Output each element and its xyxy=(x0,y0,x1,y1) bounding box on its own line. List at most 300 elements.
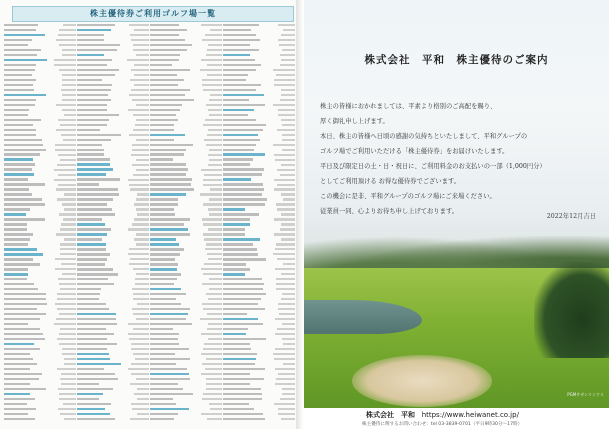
list-row xyxy=(4,133,76,137)
course-name-line xyxy=(223,408,254,410)
list-row xyxy=(4,93,76,97)
course-tel-line xyxy=(57,338,76,340)
list-row xyxy=(77,33,149,37)
course-name-line xyxy=(77,178,120,180)
list-row xyxy=(150,163,222,167)
course-tel-line xyxy=(129,248,149,250)
course-name-line xyxy=(77,223,105,225)
course-tel-line xyxy=(58,119,76,121)
course-tel-line xyxy=(137,213,149,215)
list-row xyxy=(223,138,295,142)
page-fold xyxy=(296,0,304,429)
course-tel-line xyxy=(206,144,222,146)
list-row xyxy=(77,392,149,396)
course-tel-line xyxy=(55,303,76,305)
course-name-line xyxy=(150,378,190,380)
course-name-line xyxy=(150,163,186,165)
course-tel-line xyxy=(136,318,149,320)
course-name-line xyxy=(77,44,120,46)
course-name-line xyxy=(223,59,255,61)
course-name-line xyxy=(77,238,102,240)
course-name-line xyxy=(4,413,28,415)
course-tel-line xyxy=(206,293,222,295)
course-name-line xyxy=(223,378,264,380)
list-row xyxy=(150,272,222,276)
list-row xyxy=(4,63,76,67)
list-row xyxy=(4,352,76,356)
course-tel-line xyxy=(55,258,76,260)
list-row xyxy=(150,332,222,336)
course-name-line xyxy=(223,144,256,146)
course-name-line xyxy=(4,418,35,420)
course-tel-line xyxy=(274,179,295,181)
course-tel-line xyxy=(283,29,295,31)
course-name-line xyxy=(223,313,247,315)
list-row xyxy=(223,397,295,401)
course-tel-line xyxy=(273,69,295,71)
course-tel-line xyxy=(207,74,222,76)
course-name-line xyxy=(4,193,32,195)
course-name-line xyxy=(150,403,176,405)
course-tel-line xyxy=(58,278,76,280)
course-name-line xyxy=(4,243,28,245)
list-row xyxy=(77,178,149,182)
course-tel-line xyxy=(277,169,295,171)
course-name-line xyxy=(223,358,256,360)
course-tel-line xyxy=(201,353,222,355)
course-tel-line xyxy=(273,353,295,355)
course-name-line xyxy=(223,248,257,250)
course-name-line xyxy=(77,303,106,305)
course-name-line xyxy=(223,343,250,345)
list-row xyxy=(4,158,76,162)
course-tel-line xyxy=(60,328,76,330)
list-row xyxy=(4,307,76,311)
course-name-line xyxy=(4,84,33,86)
course-name-line xyxy=(223,149,254,151)
course-name-line xyxy=(223,333,246,335)
course-name-line xyxy=(77,158,110,160)
trees-image xyxy=(534,262,609,358)
list-row xyxy=(223,407,295,411)
list-row xyxy=(77,387,149,391)
course-name-line xyxy=(223,109,254,111)
course-tel-line xyxy=(281,94,295,96)
course-tel-line xyxy=(55,144,76,146)
list-row xyxy=(77,222,149,226)
list-row xyxy=(77,302,149,306)
course-tel-line xyxy=(209,149,222,151)
list-row xyxy=(223,267,295,271)
course-tel-line xyxy=(276,278,295,280)
course-tel-line xyxy=(209,213,222,215)
course-name-line xyxy=(150,124,174,126)
course-name-line xyxy=(77,129,100,131)
course-tel-line xyxy=(136,208,149,210)
course-tel-line xyxy=(282,49,295,51)
course-name-line xyxy=(223,308,265,310)
course-tel-line xyxy=(202,303,222,305)
course-name-line xyxy=(77,149,104,151)
list-row xyxy=(223,337,295,341)
list-row xyxy=(150,342,222,346)
course-tel-line xyxy=(210,408,222,410)
list-row xyxy=(223,342,295,346)
course-tel-line xyxy=(58,34,76,36)
course-tel-line xyxy=(281,238,295,240)
course-name-line xyxy=(150,144,193,146)
list-row xyxy=(150,372,222,376)
course-name-line xyxy=(223,398,262,400)
course-tel-line xyxy=(63,139,76,141)
list-row xyxy=(150,133,222,137)
course-name-line xyxy=(77,243,106,245)
course-name-line xyxy=(4,183,45,185)
course-tel-line xyxy=(207,49,222,51)
course-tel-line xyxy=(137,303,149,305)
course-name-line xyxy=(150,353,175,355)
list-row xyxy=(77,407,149,411)
course-name-line xyxy=(150,348,189,350)
course-name-line xyxy=(223,363,255,365)
course-name-line xyxy=(150,238,176,240)
course-name-line xyxy=(4,268,28,270)
course-name-line xyxy=(4,323,28,325)
course-tel-line xyxy=(55,149,76,151)
list-row xyxy=(150,38,222,42)
course-tel-line xyxy=(204,139,222,141)
course-tel-line xyxy=(279,313,295,315)
list-row xyxy=(223,252,295,256)
list-row xyxy=(150,173,222,177)
course-name-line xyxy=(150,373,189,375)
course-tel-line xyxy=(204,238,222,240)
course-name-line xyxy=(223,243,253,245)
list-row xyxy=(77,297,149,301)
course-name-line xyxy=(150,398,173,400)
course-tel-line xyxy=(134,29,149,31)
list-row xyxy=(223,173,295,177)
course-name-line xyxy=(150,328,173,330)
list-row xyxy=(150,367,222,371)
list-column-2 xyxy=(77,23,149,423)
list-row xyxy=(77,417,149,421)
list-row xyxy=(150,88,222,92)
course-tel-line xyxy=(282,124,295,126)
course-tel-line xyxy=(208,298,222,300)
course-tel-line xyxy=(62,348,76,350)
list-row xyxy=(77,163,149,167)
list-row xyxy=(4,362,76,366)
course-name-line xyxy=(150,368,187,370)
list-row xyxy=(223,23,295,27)
course-name-line xyxy=(223,69,256,71)
course-name-line xyxy=(4,343,34,345)
course-name-line xyxy=(150,134,185,136)
footer xyxy=(304,408,609,429)
list-row xyxy=(223,242,295,246)
course-name-line xyxy=(150,358,190,360)
course-tel-line xyxy=(203,89,222,91)
list-row xyxy=(77,93,149,97)
course-name-line xyxy=(4,333,43,335)
course-tel-line xyxy=(132,308,149,310)
course-tel-line xyxy=(281,213,295,215)
course-tel-line xyxy=(210,29,222,31)
list-row xyxy=(150,207,222,211)
course-name-line xyxy=(4,134,36,136)
list-row xyxy=(4,337,76,341)
course-tel-line xyxy=(60,413,76,415)
list-row xyxy=(4,357,76,361)
course-name-line xyxy=(4,34,45,36)
course-tel-line xyxy=(275,159,295,161)
photo-credit: PGMサザンリンクス xyxy=(567,392,604,397)
list-row xyxy=(77,412,149,416)
list-row xyxy=(223,48,295,52)
course-tel-line xyxy=(58,388,76,390)
course-tel-line xyxy=(64,418,76,420)
course-name-line xyxy=(4,408,36,410)
course-name-line xyxy=(150,273,181,275)
course-name-line xyxy=(150,343,179,345)
course-name-line xyxy=(223,258,266,260)
list-row xyxy=(4,78,76,82)
course-name-line xyxy=(77,318,116,320)
list-row xyxy=(150,98,222,102)
list-row xyxy=(150,402,222,406)
course-name-line xyxy=(4,198,42,200)
course-tel-line xyxy=(274,358,295,360)
course-tel-line xyxy=(208,228,222,230)
list-row xyxy=(77,123,149,127)
notice-page xyxy=(304,0,609,429)
course-tel-line xyxy=(57,368,76,370)
course-tel-line xyxy=(134,218,149,220)
list-row xyxy=(4,232,76,236)
list-row xyxy=(150,68,222,72)
course-tel-line xyxy=(57,164,76,166)
course-name-line xyxy=(223,323,263,325)
list-row xyxy=(223,163,295,167)
list-row xyxy=(4,327,76,331)
list-row xyxy=(77,347,149,351)
list-row xyxy=(4,187,76,191)
course-tel-line xyxy=(282,134,295,136)
course-tel-line xyxy=(62,79,76,81)
course-tel-line xyxy=(203,348,222,350)
course-name-line xyxy=(4,29,36,31)
course-tel-line xyxy=(207,418,222,420)
course-name-line xyxy=(77,153,104,155)
course-tel-line xyxy=(129,24,150,26)
list-row xyxy=(223,202,295,206)
course-tel-line xyxy=(137,398,149,400)
course-name-line xyxy=(223,353,257,355)
course-name-line xyxy=(77,278,108,280)
course-tel-line xyxy=(209,159,222,161)
list-row xyxy=(4,68,76,72)
list-row xyxy=(77,397,149,401)
list-row xyxy=(223,168,295,172)
list-row xyxy=(223,68,295,72)
list-row xyxy=(77,377,149,381)
course-tel-line xyxy=(132,144,149,146)
course-name-line xyxy=(223,303,258,305)
list-column-4 xyxy=(223,23,295,423)
course-tel-line xyxy=(207,313,222,315)
course-tel-line xyxy=(203,273,222,275)
list-row xyxy=(150,58,222,62)
course-tel-line xyxy=(133,114,149,116)
course-tel-line xyxy=(61,134,76,136)
course-tel-line xyxy=(276,283,295,285)
course-name-line xyxy=(4,74,32,76)
list-row xyxy=(223,372,295,376)
list-row xyxy=(150,123,222,127)
course-name-line xyxy=(77,283,114,285)
list-row xyxy=(150,113,222,117)
course-tel-line xyxy=(208,129,222,131)
course-name-line xyxy=(223,253,258,255)
list-row xyxy=(223,287,295,291)
list-row xyxy=(77,247,149,251)
list-row xyxy=(150,382,222,386)
list-row xyxy=(223,108,295,112)
notice-body xyxy=(320,99,600,219)
course-tel-line xyxy=(274,188,295,190)
course-tel-line xyxy=(59,393,76,395)
course-tel-line xyxy=(278,303,295,305)
course-tel-line xyxy=(56,233,76,235)
list-row xyxy=(77,207,149,211)
course-name-line xyxy=(223,283,264,285)
course-name-line xyxy=(223,293,266,295)
course-tel-line xyxy=(275,248,295,250)
course-tel-line xyxy=(203,184,222,186)
list-row xyxy=(77,113,149,117)
course-name-line xyxy=(77,64,107,66)
course-name-line xyxy=(4,153,40,155)
course-name-line xyxy=(4,208,30,210)
list-row xyxy=(77,53,149,57)
course-name-line xyxy=(223,388,261,390)
course-name-line xyxy=(77,293,100,295)
course-name-line xyxy=(4,39,32,41)
bunker-image xyxy=(352,355,492,407)
course-tel-line xyxy=(62,99,76,101)
list-row xyxy=(77,88,149,92)
course-tel-line xyxy=(204,343,222,345)
list-row xyxy=(150,48,222,52)
course-name-line xyxy=(150,49,187,51)
list-row xyxy=(150,337,222,341)
list-row xyxy=(77,118,149,122)
course-tel-line xyxy=(136,233,149,235)
course-name-line xyxy=(150,418,174,420)
course-tel-line xyxy=(282,323,295,325)
course-tel-line xyxy=(280,174,295,176)
course-name-line xyxy=(4,358,33,360)
course-name-line xyxy=(223,413,263,415)
list-row xyxy=(223,262,295,266)
list-row xyxy=(4,347,76,351)
course-name-line xyxy=(223,403,249,405)
course-tel-line xyxy=(278,308,295,310)
list-row xyxy=(150,257,222,261)
course-name-line xyxy=(223,178,251,180)
list-row xyxy=(4,28,76,32)
course-tel-line xyxy=(201,333,222,335)
course-name-line xyxy=(4,238,30,240)
course-tel-line xyxy=(275,268,295,270)
course-name-line xyxy=(77,79,102,81)
course-name-line xyxy=(150,74,177,76)
course-tel-line xyxy=(129,263,149,265)
course-name-line xyxy=(77,114,119,116)
list-row xyxy=(4,407,76,411)
course-tel-line xyxy=(64,114,76,116)
list-row xyxy=(150,322,222,326)
course-tel-line xyxy=(274,218,295,220)
list-row xyxy=(150,237,222,241)
course-tel-line xyxy=(281,418,295,420)
course-tel-line xyxy=(277,258,295,260)
course-tel-line xyxy=(136,273,149,275)
list-row xyxy=(4,417,76,421)
footer-url[interactable]: https://www.heiwanet.co.jp/ xyxy=(421,411,519,419)
course-name-line xyxy=(223,173,262,175)
course-tel-line xyxy=(59,398,76,400)
list-row xyxy=(77,317,149,321)
course-name-line xyxy=(77,408,105,410)
course-name-line xyxy=(150,228,188,230)
course-tel-line xyxy=(55,268,76,270)
list-row xyxy=(150,28,222,32)
course-name-line xyxy=(77,94,108,96)
course-name-line xyxy=(150,39,185,41)
course-tel-line xyxy=(204,174,222,176)
course-name-line xyxy=(223,163,250,165)
list-row xyxy=(223,392,295,396)
list-row xyxy=(150,53,222,57)
course-tel-line xyxy=(132,149,149,151)
course-name-line xyxy=(77,248,106,250)
course-name-line xyxy=(77,104,107,106)
course-tel-line xyxy=(282,293,295,295)
course-tel-line xyxy=(136,198,149,200)
list-row xyxy=(223,118,295,122)
course-tel-line xyxy=(58,154,76,156)
list-row xyxy=(150,267,222,271)
course-name-line xyxy=(77,353,109,355)
course-name-line xyxy=(4,54,37,56)
course-tel-line xyxy=(132,99,149,101)
course-tel-line xyxy=(137,413,149,415)
notice-title: 株式会社 平和 株主優待のご案内 xyxy=(364,54,549,66)
list-row xyxy=(77,362,149,366)
list-row xyxy=(150,148,222,152)
course-tel-line xyxy=(56,188,76,190)
course-tel-line xyxy=(201,59,222,61)
course-tel-line xyxy=(61,263,76,265)
course-name-line xyxy=(150,338,178,340)
list-row xyxy=(77,192,149,196)
course-tel-line xyxy=(209,278,222,280)
course-tel-line xyxy=(203,233,222,235)
course-name-line xyxy=(150,283,174,285)
course-tel-line xyxy=(131,39,149,41)
